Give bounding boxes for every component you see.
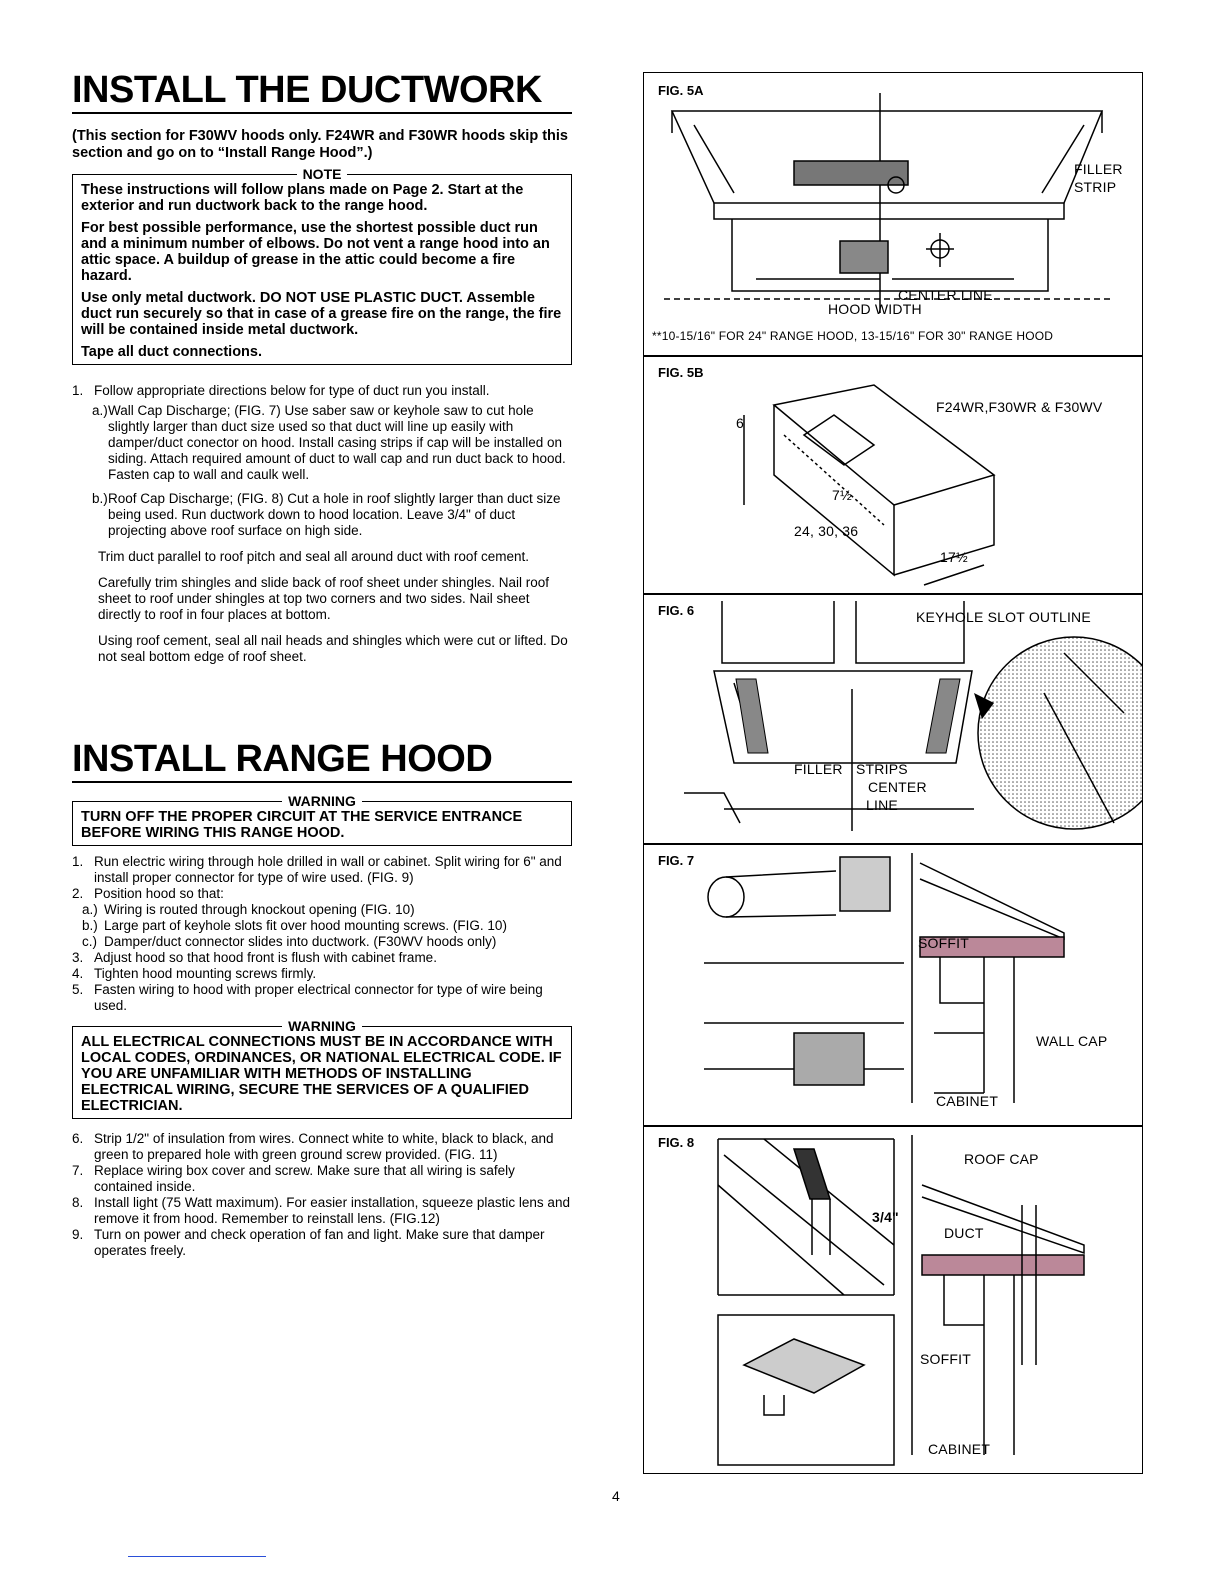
- fig-7-title: FIG. 7: [658, 853, 695, 868]
- warning-label-2: WARNING: [288, 1018, 356, 1034]
- fig-8-duct-label: DUCT: [944, 1225, 984, 1241]
- left-column: [72, 70, 572, 1259]
- note-box: [72, 166, 572, 365]
- range-step-2c: c.) Damper/duct connector slides into ductwork. (F30WV hoods only): [82, 934, 497, 949]
- range-step-7: 7. Replace wiring box cover and screw. Make sure that all wiring is safely contained inside.: [72, 1163, 515, 1194]
- fig-8-dim-label: 3/4": [872, 1209, 899, 1225]
- fig-7-wallcap-label: WALL CAP: [1036, 1033, 1108, 1049]
- fig-7-cabinet-label: CABINET: [936, 1093, 999, 1109]
- fig-5b-dim-17: 17½: [940, 549, 968, 565]
- warning-text-2: ALL ELECTRICAL CONNECTIONS MUST BE IN ACCORDANCE WITH LOCAL CODES, ORDINANCES, OR NATIONAL ELECTRICAL CODE. IF YOU ARE UNFAMILIAR WITH METHODS OF INSTALLING ELECTRICAL WIRING, SECURE THE SERVICES OF A QUALIFIED ELECTRICIAN.: [81, 1034, 562, 1114]
- warning-box-2: [72, 1018, 572, 1119]
- fig-5b-dim-7: 7½: [832, 487, 852, 503]
- note-p1: These instructions will follow plans made on Page 2. Start at the exterior and run ductwork back to the range hood.: [81, 182, 524, 214]
- warning-box-1: [72, 793, 572, 846]
- fig-8-soffit-label: SOFFIT: [920, 1351, 971, 1367]
- footer-link-line: [128, 1556, 266, 1557]
- range-step-9: 9. Turn on power and check operation of fan and light. Make sure that damper operates freely.: [72, 1227, 545, 1258]
- fig-5b-models-label: F24WR,F30WR & F30WV: [936, 399, 1103, 415]
- fig-6-filler-label: FILLER: [794, 761, 843, 777]
- fig-5a-hoodwidth-label: HOOD WIDTH: [828, 301, 922, 317]
- fig-5a-caption: **10-15/16" FOR 24" RANGE HOOD, 13-15/16" FOR 30" RANGE HOOD: [652, 329, 1054, 343]
- fig-6: [644, 593, 1142, 845]
- ductwork-para-3: Using roof cement, seal all nail heads and shingles which were cut or lifted. Do not seal bottom edge of roof sheet.: [98, 633, 568, 664]
- figures-column: [643, 72, 1143, 1474]
- ductwork-para-2: Carefully trim shingles and slide back of roof sheet under shingles. Nail roof sheet to roof under shingles at top two corners and two sides. Nail sheet directly to roof in four places at bottom.: [98, 575, 549, 622]
- fig-6-strips-label: STRIPS: [856, 761, 908, 777]
- fig-7-drawing: [644, 843, 1142, 1125]
- fig-8-drawing: [644, 1125, 1142, 1473]
- fig-5b: [644, 355, 1142, 595]
- fig-8: [644, 1125, 1142, 1473]
- fig-5b-dim-widths: 24, 30, 36: [794, 523, 859, 539]
- range-step-2a: a.) Wiring is routed through knockout opening (FIG. 10): [82, 902, 415, 917]
- fig-5a: [644, 73, 1142, 357]
- ductwork-heading: INSTALL THE DUCTWORK: [72, 70, 572, 114]
- fig-7: [644, 843, 1142, 1127]
- page-number: 4: [612, 1488, 620, 1504]
- fig-5b-drawing: [644, 355, 1142, 593]
- range-step-2b: b.) Large part of keyhole slots fit over hood mounting screws. (FIG. 10): [82, 918, 507, 933]
- range-step-3: 3. Adjust hood so that hood front is flush with cabinet frame.: [72, 950, 437, 965]
- fig-6-keyhole-label: KEYHOLE SLOT OUTLINE: [916, 609, 1091, 625]
- fig-6-title: FIG. 6: [658, 603, 695, 618]
- range-step-1: 1. Run electric wiring through hole drilled in wall or cabinet. Split wiring for 6" and install proper connector for type of wire used. (FIG. 9): [72, 854, 562, 885]
- range-step-8: 8. Install light (75 Watt maximum). For easier installation, squeeze plastic lens and remove it from hood. Remember to reinstall lens. (FIG.12): [72, 1195, 570, 1226]
- fig-5a-centerline-label: CENTER LINE: [898, 287, 993, 303]
- ductwork-step-1a: a.) Wall Cap Discharge; (FIG. 7) Use saber saw or keyhole saw to cut hole slightly larger than duct size used so that duct will line up easily with damper/duct conector on hood. Install casing strips if cap will be installed on siding. Attach required amount of duct to wall cap and run duct back to hood. Fasten cap to wall and caulk well.: [92, 403, 566, 482]
- fig-8-roofcap-label: ROOF CAP: [964, 1151, 1039, 1167]
- fig-8-title: FIG. 8: [658, 1135, 695, 1150]
- warning-label-1: WARNING: [288, 793, 356, 809]
- note-label: NOTE: [302, 166, 342, 182]
- ductwork-para-1: Trim duct parallel to roof pitch and seal all around duct with roof cement.: [98, 549, 529, 564]
- note-p2: For best possible performance, use the shortest possible duct run and a minimum number of elbows. Do not vent a range hood into an attic space. A buildup of grease in the attic could become a fire hazard.: [81, 220, 550, 284]
- fig-5a-strip-label: STRIP: [1074, 179, 1117, 195]
- fig-6-line-label: LINE: [866, 797, 898, 813]
- fig-5a-title: FIG. 5A: [658, 83, 704, 98]
- range-step-6: 6. Strip 1/2" of insulation from wires. Connect white to white, black to black, and green to prepared hole with green ground screw provided. (FIG. 11): [72, 1131, 554, 1162]
- range-steps-2: [72, 1131, 572, 1259]
- range-step-5: 5. Fasten wiring to hood with proper electrical connector for type of wire being used.: [72, 982, 543, 1013]
- warning-text-1: TURN OFF THE PROPER CIRCUIT AT THE SERVICE ENTRANCE BEFORE WIRING THIS RANGE HOOD.: [81, 809, 523, 841]
- fig-5b-title: FIG. 5B: [658, 365, 704, 380]
- ductwork-step-1: 1. Follow appropriate directions below for type of duct run you install.: [72, 383, 490, 398]
- fig-8-cabinet-label: CABINET: [928, 1441, 991, 1457]
- note-p4: Tape all duct connections.: [81, 344, 263, 360]
- ductwork-step-1b: b.) Roof Cap Discharge; (FIG. 8) Cut a hole in roof slightly larger than duct size being used. Run ductwork down to hood location. Leave 3/4" of duct projecting above roof surface on high side.: [92, 491, 561, 538]
- ductwork-steps: [72, 383, 572, 399]
- range-steps: [72, 854, 572, 1014]
- fig-5b-dim-6: 6: [736, 415, 744, 431]
- range-heading: INSTALL RANGE HOOD: [72, 739, 572, 783]
- range-step-2: 2. Position hood so that:: [72, 886, 224, 901]
- fig-5a-filler-label: FILLER: [1074, 161, 1123, 177]
- fig-7-soffit-label: SOFFIT: [918, 935, 969, 951]
- range-step-4: 4. Tighten hood mounting screws firmly.: [72, 966, 317, 981]
- ductwork-intro: (This section for F30WV hoods only. F24WR and F30WR hoods skip this section and go on to “Install Range Hood”.): [72, 128, 568, 161]
- note-p3: Use only metal ductwork. DO NOT USE PLASTIC DUCT. Assemble duct run securely so that in case of a grease fire on the range, the fire will be contained inside metal ductwork.: [81, 290, 562, 338]
- fig-6-center-label: CENTER: [868, 779, 927, 795]
